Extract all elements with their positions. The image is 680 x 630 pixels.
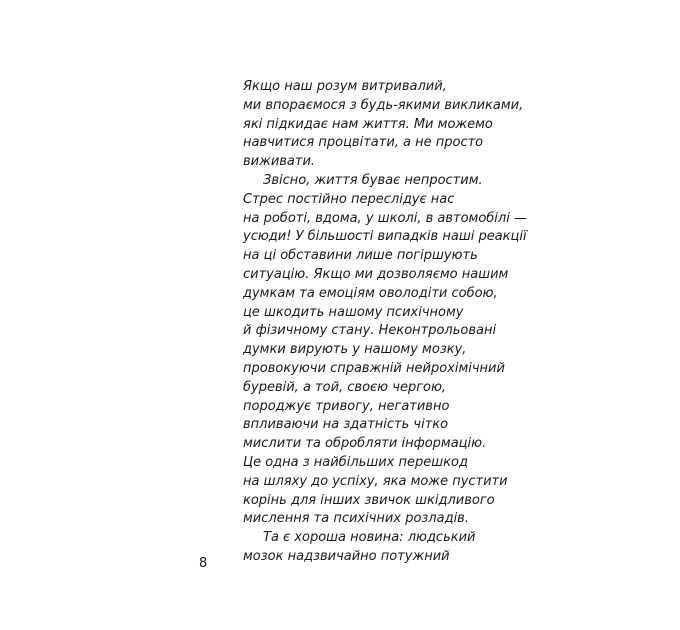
text-line: думкам та емоціям оволодіти собою, (243, 285, 498, 301)
text-line: це шкодить нашому психічному (243, 304, 464, 320)
text-line: мислення та психічних розладів. (243, 511, 469, 527)
text-line: думки вирують у нашому мозку, (243, 342, 467, 358)
text-line: корінь для інших звичок шкідливого (243, 492, 495, 508)
text-line: на ці обставини лише погіршують (243, 248, 478, 264)
text-line: ми впораємося з будь-якими викликами, (243, 97, 524, 113)
text-line: провокуючи справжній нейрохімічний (243, 360, 505, 376)
text-line: на роботі, вдома, у школі, в автомобілі — (243, 210, 527, 226)
text-line: Звісно, життя буває непростим. (263, 172, 483, 188)
text-line: які підкидає нам життя. Ми можемо (243, 116, 493, 132)
text-line: буревій, а той, своєю чергою, (243, 379, 447, 395)
text-line: впливаючи на здатність чітко (243, 417, 449, 433)
text-line: Це одна з найбільших перешкод (243, 454, 468, 470)
text-line: усюди! У більшості випадків наші реакції (243, 229, 527, 245)
body-text (243, 78, 543, 567)
text-line: мислити та обробляти інформацію. (243, 436, 487, 452)
text-line: Стрес постійно переслідує нас (243, 191, 455, 207)
text-line: виживати. (243, 154, 316, 170)
page-number: 8 (199, 556, 208, 571)
text-line: Якщо наш розум витривалий, (243, 79, 447, 94)
text-line: навчитися процвітати, а не просто (243, 135, 484, 151)
text-line: мозок надзвичайно потужний (243, 548, 450, 564)
text-line: на шляху до успіху, яка може пустити (243, 473, 508, 489)
text-line: ситуацію. Якщо ми дозволяємо нашим (243, 266, 509, 282)
text-line: породжує тривогу, негативно (243, 398, 450, 414)
text-line: Та є хороша новина: людський (263, 530, 476, 546)
text-line: й фізичному стану. Неконтрольовані (243, 323, 497, 339)
